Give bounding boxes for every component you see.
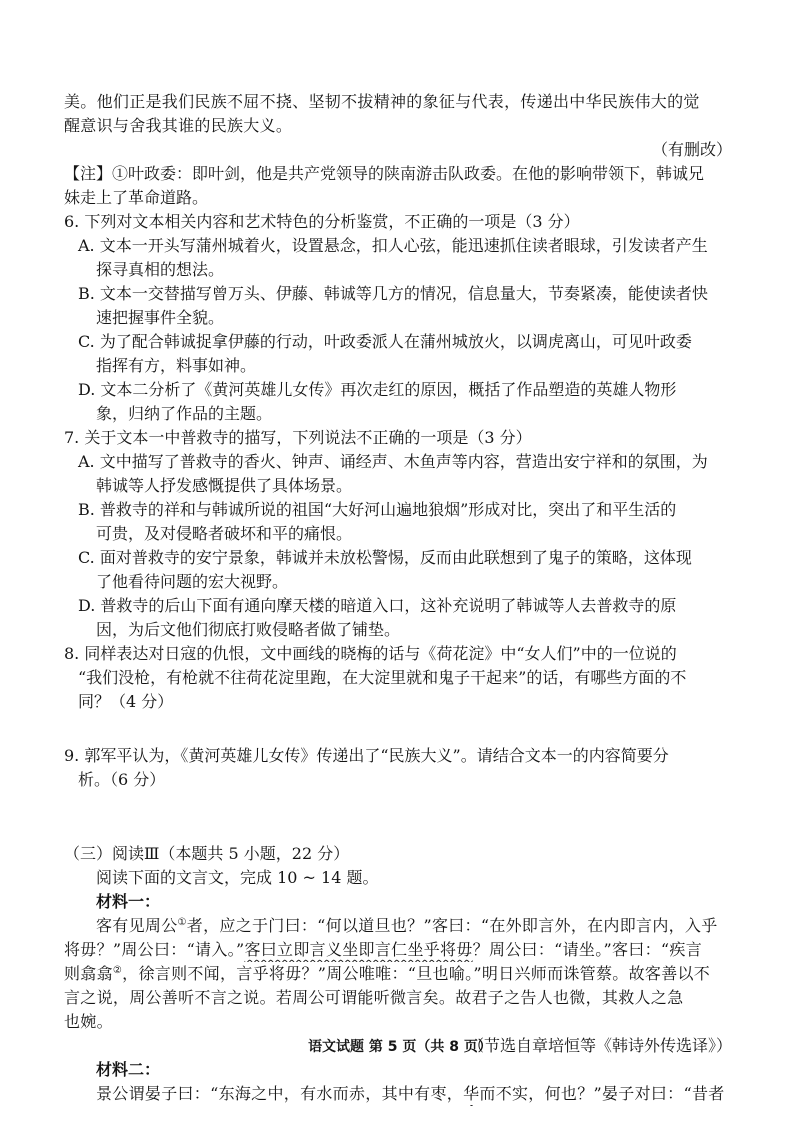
material-1-text: 客有见周公 bbox=[96, 916, 178, 935]
material-2-text: 而不实，何也？”晏子对曰：“昔者 bbox=[479, 1084, 725, 1103]
question-6-option-c: C. 为了配合韩诚捉拿伊藤的行动，叶政委派人在蒲州城放火，以调虎离山，可见叶政委 bbox=[78, 332, 692, 351]
question-7-option-a: A. 文中描写了普救寺的香火、钟声、诵经声、木鱼声等内容，营造出安宁祥和的氛围，为 bbox=[78, 452, 708, 471]
question-6-option-b-cont: 速把握事件全貌。 bbox=[96, 308, 225, 327]
material-1-label: 材料一： bbox=[96, 892, 161, 911]
material-1-line-1 bbox=[64, 914, 742, 938]
question-7 bbox=[64, 426, 742, 642]
material-2-text: 景公谓晏子曰：“东海之中，有水而赤，其中有枣， bbox=[96, 1084, 464, 1103]
material-1-source: （节选自章培恒等《韩诗外传选译》） bbox=[467, 1036, 732, 1055]
material-1-text: 将毋？”周公曰：“请入。” bbox=[64, 940, 245, 959]
intro-line-2: 醒意识与舍我其谁的民族大义。 bbox=[64, 116, 293, 135]
question-6-option-b: B. 文本一交替描写曾万头、伊藤、韩诚等几方的情况，信息量大，节奏紧凑，能使读者快 bbox=[78, 284, 708, 303]
page-footer: 语文试题 第 5 页（共 8 页） bbox=[308, 1039, 492, 1055]
wavy-underlined-sentence: 客曰立即言义坐即言仁坐乎将毋 bbox=[244, 940, 473, 959]
footnote-marker-2: ② bbox=[112, 965, 123, 976]
intro-source: （有删改） bbox=[651, 140, 732, 159]
question-6-option-a: A. 文本一开头写蒲州城着火，设置悬念，扣人心弦，能迅速抓住读者眼球，引发读者产生 bbox=[78, 236, 708, 255]
question-7-option-a-cont: 韩诚等人抒发感慨提供了具体场景。 bbox=[96, 476, 353, 495]
question-7-option-c: C. 面对普救寺的安宁景象，韩诚并未放松警惕，反而由此联想到了鬼子的策略，这体现 bbox=[78, 548, 692, 567]
question-7-option-b-cont: 可贵，及对侵略者破坏和平的痛恨。 bbox=[96, 524, 353, 543]
note-line-2: 妹走上了革命道路。 bbox=[64, 188, 209, 207]
section-3-instruction: 阅读下面的文言文，完成 10 ~ 14 题。 bbox=[96, 868, 379, 887]
question-6-option-d: D. 文本二分析了《黄河英雄儿女传》再次走红的原因，概括了作品塑造的英雄人物形 bbox=[78, 380, 677, 399]
dotted-character: 华 bbox=[463, 1084, 480, 1103]
material-1-text: ，徐言则不闻，言乎将毋？”周公唯唯：“旦也喻。”明日兴师而诛管蔡。故客善以不 bbox=[122, 964, 711, 983]
note-line-1: 【注】①叶政委：即叶剑，他是共产党领导的陕南游击队政委。在他的影响带领下，韩诚兄 bbox=[64, 164, 705, 183]
material-1-text: 者，应之于门曰：“何以道旦也？”客曰：“在外即言外，在内即言内，入乎 bbox=[186, 916, 718, 935]
question-6-option-c-cont: 指挥有方，料事如神。 bbox=[96, 356, 257, 375]
question-8-line-1: 8. 同样表达对日寇的仇恨，文中画线的晓梅的话与《荷花淀》中“女人们”中的一位说的 bbox=[64, 644, 677, 663]
material-1-line-4: 言之说，周公善听不言之说。若周公可谓能听微言矣。故君子之告人也微，其救人之急 bbox=[64, 988, 684, 1007]
material-1-line-5: 也婉。 bbox=[64, 1012, 113, 1031]
section-3 bbox=[64, 842, 742, 1106]
question-7-option-d: D. 普救寺的后山下面有通向摩天楼的暗道入口，这补充说明了韩诚等人去普救寺的原 bbox=[78, 596, 677, 615]
question-8-line-3: 同？（4 分） bbox=[78, 692, 174, 711]
question-9-line-2: 析。（6 分） bbox=[78, 770, 166, 789]
section-3-heading: （三）阅读Ⅲ（本题共 5 小题，22 分） bbox=[64, 844, 350, 863]
question-8-line-2: “我们没枪，有枪就不往荷花淀里跑，在大淀里就和鬼子干起来”的话，有哪些方面的不 bbox=[78, 668, 687, 687]
material-1-text: ？周公曰：“请坐。”客曰：“疾言 bbox=[472, 940, 702, 959]
question-6-option-d-cont: 象，归纳了作品的主题。 bbox=[96, 404, 273, 423]
question-9 bbox=[64, 744, 742, 792]
question-6-stem: 6. 下列对文本相关内容和艺术特色的分析鉴赏，不正确的一项是（3 分） bbox=[64, 212, 580, 231]
question-7-stem: 7. 关于文本一中普救寺的描写，下列说法不正确的一项是（3 分） bbox=[64, 428, 532, 447]
question-8 bbox=[64, 642, 742, 714]
material-2-line-1 bbox=[64, 1082, 742, 1106]
material-2-label: 材料二： bbox=[96, 1060, 161, 1079]
question-7-option-c-cont: 了他看待问题的宏大视野。 bbox=[96, 572, 289, 591]
question-7-option-b: B. 普救寺的祥和与韩诚所说的祖国“大好河山遍地狼烟”形成对比，突出了和平生活的 bbox=[78, 500, 677, 519]
footnote-marker-1: ① bbox=[177, 917, 187, 928]
material-1-text: 则翕翕 bbox=[64, 964, 113, 983]
material-1-line-3 bbox=[64, 962, 742, 986]
question-9-line-1: 9. 郭军平认为，《黄河英雄儿女传》传递出了“民族大义”。请结合文本一的内容简要分 bbox=[64, 746, 669, 765]
answer-space-9 bbox=[64, 792, 742, 842]
question-6-option-a-cont: 探寻真相的想法。 bbox=[96, 260, 225, 279]
answer-space-8 bbox=[64, 714, 742, 744]
question-7-option-d-cont: 因，为后文他们彻底打败侵略者做了铺垫。 bbox=[96, 620, 401, 639]
question-6 bbox=[64, 210, 742, 426]
material-1-line-2 bbox=[64, 938, 742, 962]
intro-line-1: 美。他们正是我们民族不屈不挠、坚韧不拔精神的象征与代表，传递出中华民族伟大的觉 bbox=[64, 92, 700, 111]
